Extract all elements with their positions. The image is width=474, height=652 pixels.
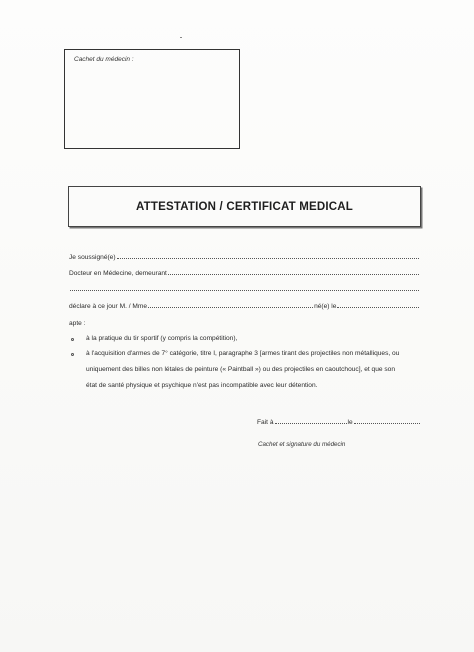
date-label: le — [347, 419, 353, 426]
date-field[interactable] — [354, 417, 420, 424]
acquisition-option-bullet[interactable] — [71, 353, 74, 356]
stamp-label: Cachet du médecin : — [74, 56, 134, 63]
acquisition-option-line1: à l'acquisition d'armes de 7° catégorie, titre I, paragraphe 3 [armes tirant des projectiles non métalliques, ou — [86, 350, 400, 357]
sport-option-text: à la pratique du tir sportif (y compris la compétition), — [86, 335, 238, 342]
birth-date-field[interactable] — [337, 301, 419, 308]
patient-name-field[interactable] — [148, 301, 313, 308]
sport-option-bullet[interactable] — [71, 338, 74, 341]
undersigned-label: Je soussigné(e) — [69, 254, 116, 261]
document-title: ATTESTATION / CERTIFICAT MEDICAL — [136, 201, 353, 213]
address-continuation-line — [69, 284, 419, 291]
undersigned-line — [69, 252, 419, 261]
place-date-line — [257, 417, 420, 426]
made-at-label: Fait à — [257, 419, 274, 426]
scan-speck — [180, 37, 182, 38]
doctor-address-label: Docteur en Médecine, demeurant — [69, 270, 167, 277]
declares-label: déclare à ce jour M. / Mme — [69, 303, 148, 310]
acquisition-option-line3: état de santé physique et psychique n'est pas incompatible avec leur détention. — [86, 382, 318, 389]
born-label: né(e) le — [314, 303, 337, 310]
place-field[interactable] — [275, 417, 347, 424]
undersigned-field[interactable] — [117, 252, 419, 259]
acquisition-option-line2: uniquement des billes non létales de peinture (« Paintball ») ou des projectiles en caoutchouc], et que son — [86, 366, 396, 373]
signature-caption: Cachet et signature du médecin — [258, 441, 346, 448]
doctor-address-line — [69, 268, 419, 277]
doctor-stamp-box — [64, 49, 240, 149]
title-box — [68, 186, 421, 227]
address-continuation-field[interactable] — [70, 284, 419, 291]
fit-label: apte : — [69, 320, 86, 327]
patient-line — [69, 301, 419, 310]
doctor-address-field[interactable] — [168, 268, 419, 275]
